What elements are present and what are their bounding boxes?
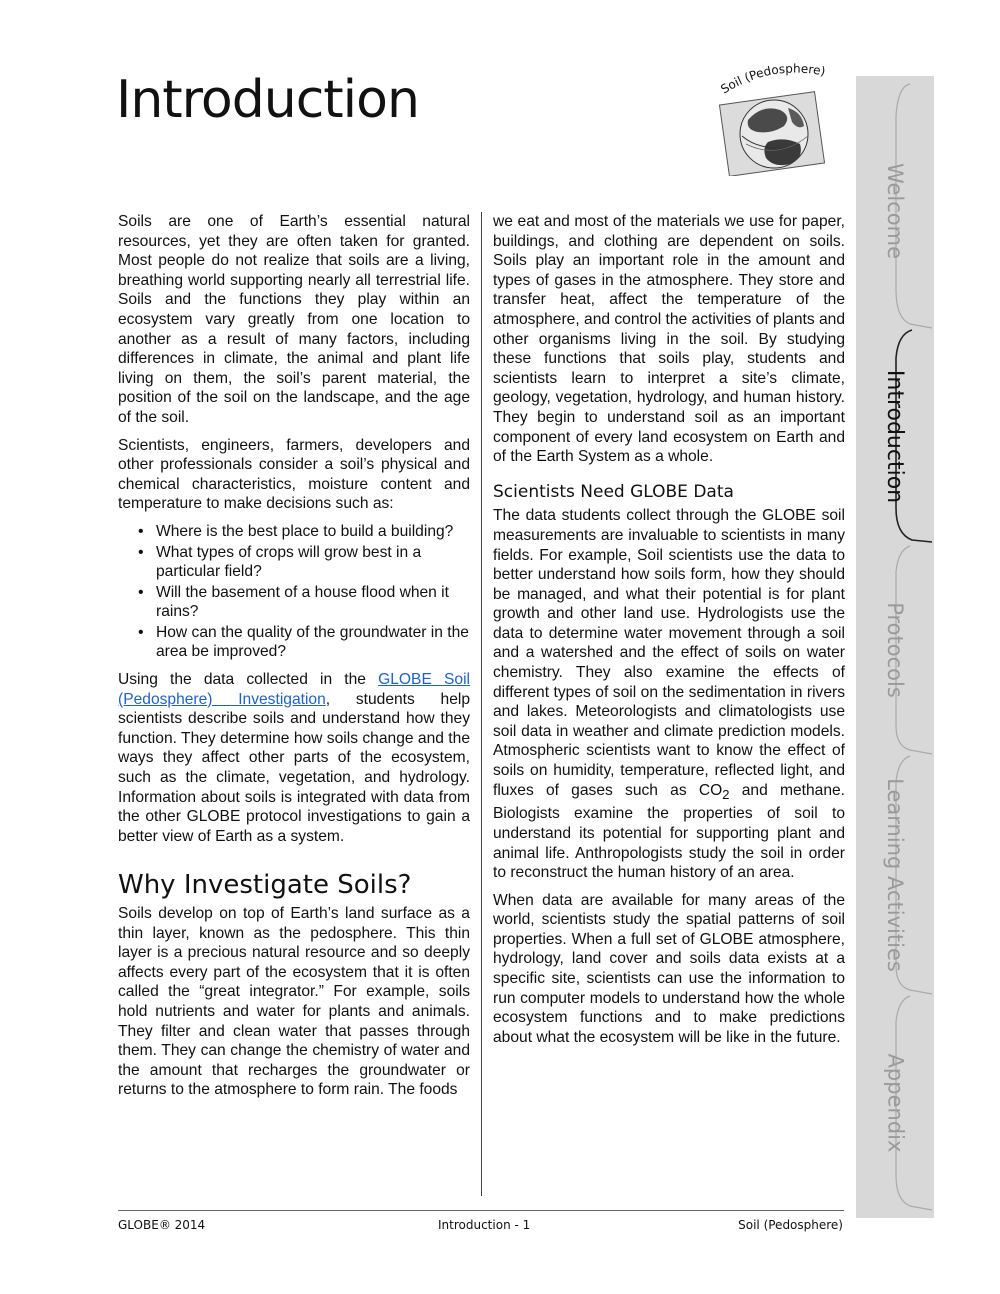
tab-learning-activities[interactable] <box>856 756 934 994</box>
why-paragraph: Soils develop on top of Earth’s land surface as a thin layer, known as the pedosphere. This thin layer is a precious natural resource and so deeply affects every part of the ecosystem that it is often called the “great integrator.” For example, soils hold nutrients and water for plants and animals. They filter and clean water that passes through them. They can change the chemistry of water and the amount that recharges the groundwater or returns to the atmosphere to form rain. The foods <box>118 905 470 1099</box>
svg-text:Soil (Pedosphere) <box>718 62 826 97</box>
scientists-need-data-heading: Scientists Need GLOBE Data <box>493 481 734 502</box>
decision-questions-list <box>118 522 470 662</box>
left-column <box>118 212 470 1108</box>
footer-section: Soil (Pedosphere) <box>738 1218 843 1232</box>
intro-paragraph-3 <box>118 670 470 846</box>
list-item: • What types of crops will grow best in a particular field? <box>156 543 470 582</box>
globe-icon <box>718 60 830 176</box>
subscript: 2 <box>722 786 730 802</box>
list-item: • How can the quality of the groundwater in the area be improved? <box>156 623 470 662</box>
spatial-patterns-paragraph: When data are available for many areas of the world, scientists study the spatial patterns of soil properties. When a full set of GLOBE atmosphere, hydrology, land cover and soils data exists at a specific site, scientists can use the information to run computer models to understand how the whole ecosystem functions and to make predictions about what the ecosystem will be like in the future. <box>493 891 845 1046</box>
globe-soil-investigation-link[interactable]: GLOBE Soil (Pedosphere) Investigation <box>118 671 471 708</box>
tab-protocols[interactable] <box>856 546 934 754</box>
soil-globe-logo <box>718 60 830 176</box>
list-item: • Where is the best place to build a building? <box>156 522 470 542</box>
tab-label: Appendix <box>883 1053 908 1153</box>
tab-welcome[interactable] <box>856 96 934 326</box>
logo-arc-text: Soil (Pedosphere) <box>718 61 827 97</box>
tab-label: Protocols <box>883 602 908 698</box>
intro-paragraph-1: Soils are one of Earth’s essential natural resources, yet they are often taken for granted. Most people do not realize that soils are a living, breathing world supporting nearly all terrestrial life. Soils and the functions they play within an ecosystem vary greatly from one location to another as a result of many factors, including differences in climate, the animal and plant life living on them, the soil’s parent material, the position of the soil on the landscape, and the age of the soil. <box>118 213 470 426</box>
tab-introduction[interactable] <box>856 330 934 542</box>
page-title: Introduction <box>116 70 419 130</box>
footer-copyright: GLOBE® 2014 <box>118 1218 206 1232</box>
tab-label: Welcome <box>883 162 907 260</box>
scientists-paragraph <box>493 506 845 882</box>
right-column <box>493 212 845 1055</box>
tab-appendix[interactable] <box>856 996 934 1210</box>
section-tabs-sidebar <box>856 76 934 1218</box>
intro-paragraph-2: Scientists, engineers, farmers, developers and other professionals consider a soil’s physical and chemical characteristics, moisture content and temperature to make decisions such as: <box>118 436 470 513</box>
paragraph-text: , students help scientists describe soils and understand how they function. They determine how soils change and the ways they affect other parts of the ecosystem, such as the climate, vegetation, and hydrology. Information about soils is integrated with data from the other GLOBE protocol investigations to gain a better view of Earth as a system. <box>118 690 471 845</box>
why-investigate-heading: Why Investigate Soils? <box>118 870 412 901</box>
tab-label: Introduction <box>882 369 908 503</box>
footer-page-number: Introduction - 1 <box>438 1218 531 1232</box>
list-item: • Will the basement of a house flood when it rains? <box>156 583 470 622</box>
paragraph-text: Using the data collected in the <box>118 671 379 689</box>
paragraph-text: The data students collect through the GLOBE soil measurements are invaluable to scientists in many fields. For example, Soil scientists use the data to better understand how soils form, how they should be managed, and what their potential is for plant growth and other land use. Hydrologists use the data to determine water movement through a soil and a watershed and the effect of soils on water chemistry. They also examine the effects of different types of soil on the sedimentation in rivers and lakes. Meteorologists and climatologists use soil data in weather and climate prediction models. Atmospheric scientists want to know the effect of soils on humidity, temperature, reflected light, and fluxes of gases such as CO <box>493 507 845 799</box>
continued-paragraph: we eat and most of the materials we use for paper, buildings, and clothing are dependent on soils. Soils play an important role in the amount and types of gases in the atmosphere. They store and transfer heat, affect the temperature of the atmosphere, and control the activities of plants and other organisms living in the soil. By studying these functions that soils play, students and scientists learn to interpret a site’s climate, geology, vegetation, hydrology, and human history. They begin to understand soil as an important component of every land ecosystem on Earth and of the Earth System as a whole. <box>493 213 845 466</box>
footer-divider <box>118 1210 844 1211</box>
column-divider <box>481 212 482 1196</box>
tab-label: Learning Activities <box>883 778 907 972</box>
paragraph-text: and methane. Biologists examine the properties of soil to understand its potential for supporting plant and animal life. Anthropologists study the soil in order to reconstruct the human history of an area. <box>493 781 845 882</box>
